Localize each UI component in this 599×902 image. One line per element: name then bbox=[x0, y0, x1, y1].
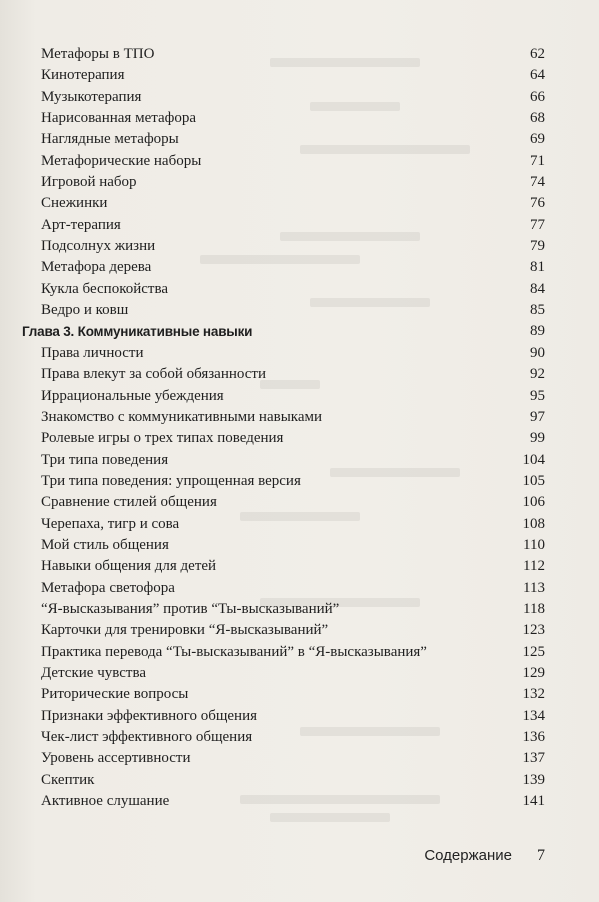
toc-entry[interactable] bbox=[22, 65, 545, 86]
toc-entry-page-number: 108 bbox=[522, 515, 545, 532]
toc-entry-page-number: 125 bbox=[522, 643, 545, 660]
toc-entry[interactable] bbox=[22, 172, 545, 193]
toc-entry-title: Игровой набор bbox=[41, 174, 137, 191]
toc-entry-title: Арт-терапия bbox=[41, 216, 121, 233]
toc-entry-title: Сравнение стилей общения bbox=[41, 494, 217, 511]
toc-entry[interactable] bbox=[22, 129, 545, 150]
toc-entry-title: Три типа поведения: упрощенная версия bbox=[41, 472, 301, 489]
toc-entry[interactable] bbox=[22, 44, 545, 65]
toc-entry-title: Риторические вопросы bbox=[41, 686, 189, 703]
toc-entry[interactable] bbox=[22, 257, 545, 278]
toc-entry-page-number: 123 bbox=[522, 622, 545, 639]
toc-entry-page-number: 104 bbox=[522, 451, 545, 468]
toc-entry-page-number: 85 bbox=[530, 302, 545, 319]
toc-entry[interactable] bbox=[22, 428, 545, 449]
toc-entry-page-number: 106 bbox=[522, 494, 545, 511]
toc-entry[interactable] bbox=[22, 407, 545, 428]
toc-entry-page-number: 105 bbox=[522, 472, 545, 489]
toc-entry-page-number: 76 bbox=[530, 195, 545, 212]
toc-entry[interactable] bbox=[22, 770, 545, 791]
toc-entry[interactable] bbox=[22, 535, 545, 556]
toc-entry-page-number: 79 bbox=[530, 238, 545, 255]
toc-entry-page-number: 136 bbox=[522, 729, 545, 745]
toc-entry[interactable] bbox=[22, 620, 545, 641]
toc-entry-page-number: 99 bbox=[530, 430, 545, 447]
footer-page-number: 7 bbox=[537, 847, 545, 864]
toc-entry-title: Метафора светофора bbox=[41, 579, 175, 596]
toc-entry[interactable] bbox=[22, 727, 545, 748]
toc-entry-title: Нарисованная метафора bbox=[41, 110, 197, 127]
toc-entry-title: Кинотерапия bbox=[41, 67, 125, 84]
toc-entry[interactable] bbox=[22, 386, 545, 407]
toc-entry[interactable] bbox=[22, 578, 545, 599]
toc-entry-title: Практика перевода “Ты-высказываний” в “Я-высказывания” bbox=[41, 643, 427, 660]
toc-entry-page-number: 134 bbox=[522, 707, 545, 724]
toc-entry[interactable] bbox=[22, 748, 545, 769]
toc-entry[interactable] bbox=[22, 364, 545, 385]
toc-entry-page-number: 112 bbox=[523, 558, 545, 575]
toc-entry[interactable] bbox=[22, 108, 545, 129]
toc-entry[interactable] bbox=[22, 684, 545, 705]
toc-entry-page-number: 66 bbox=[530, 88, 545, 105]
toc-entry[interactable] bbox=[22, 343, 545, 364]
toc-entry-page-number: 74 bbox=[530, 174, 545, 191]
toc-entry[interactable] bbox=[22, 300, 545, 321]
toc-entry[interactable] bbox=[22, 215, 545, 236]
toc-entry[interactable] bbox=[22, 663, 545, 684]
toc-entry-page-number: 64 bbox=[530, 67, 545, 84]
toc-entry[interactable] bbox=[22, 279, 545, 300]
toc-entry-title: Права влекут за собой обязанности bbox=[41, 366, 266, 383]
toc-entry-page-number: 62 bbox=[530, 46, 545, 62]
footer-section-label: Содержание bbox=[424, 847, 512, 864]
toc-entry-page-number: 77 bbox=[530, 216, 545, 233]
toc-entry[interactable] bbox=[22, 514, 545, 535]
toc-entry-page-number: 139 bbox=[522, 771, 545, 788]
toc-entry-page-number: 113 bbox=[523, 579, 545, 596]
toc-entry-title: “Я-высказывания” против “Ты-высказываний” bbox=[41, 600, 340, 617]
toc-entry-page-number: 97 bbox=[530, 408, 545, 425]
toc-entry-title: Глава 3. Коммуникативные навыки bbox=[22, 324, 253, 340]
toc-entry[interactable] bbox=[22, 642, 545, 663]
toc-entry-title: Детские чувства bbox=[41, 664, 146, 681]
toc-entry-title: Музыкотерапия bbox=[41, 88, 142, 105]
toc-entry-title: Активное слушание bbox=[41, 793, 170, 810]
page-footer bbox=[0, 845, 545, 867]
toc-entry-page-number: 92 bbox=[530, 366, 545, 383]
toc-entry-page-number: 71 bbox=[530, 152, 545, 169]
toc-entry[interactable] bbox=[22, 471, 545, 492]
toc-entry-title: Признаки эффективного общения bbox=[41, 707, 257, 724]
toc-entry-title: Подсолнух жизни bbox=[41, 238, 156, 255]
toc-entry[interactable] bbox=[22, 492, 545, 513]
toc-entry-page-number: 141 bbox=[522, 793, 545, 810]
toc-entry-page-number: 95 bbox=[530, 387, 545, 404]
toc-entry-title: Наглядные метафоры bbox=[41, 131, 179, 148]
toc-entry-title: Скептик bbox=[41, 771, 95, 788]
toc-entry[interactable] bbox=[22, 193, 545, 214]
toc-entry-title: Черепаха, тигр и сова bbox=[41, 515, 180, 532]
toc-entry[interactable] bbox=[22, 236, 545, 257]
toc-entry-title: Три типа поведения bbox=[41, 451, 169, 468]
toc-entry-title: Снежинки bbox=[41, 195, 108, 212]
toc-entry-title: Иррациональные убеждения bbox=[41, 387, 224, 404]
toc-entry-page-number: 81 bbox=[530, 259, 545, 276]
toc-entry-title: Кукла беспокойства bbox=[41, 280, 169, 297]
toc-entry-title: Метафора дерева bbox=[41, 259, 152, 276]
toc-entry-page-number: 110 bbox=[523, 536, 545, 553]
toc-entry-title: Мой стиль общения bbox=[41, 536, 169, 553]
toc-entry-page-number: 129 bbox=[522, 664, 545, 681]
toc-entry-page-number: 68 bbox=[530, 110, 545, 127]
toc-entry-page-number: 137 bbox=[522, 750, 545, 767]
toc-entry[interactable] bbox=[22, 556, 545, 577]
toc-entry-title: Навыки общения для детей bbox=[41, 558, 217, 575]
toc-entry-title: Ролевые игры о трех типах поведения bbox=[41, 430, 284, 447]
toc-entry-title: Метафорические наборы bbox=[41, 152, 202, 169]
toc-entry-title: Знакомство с коммуникативными навыками bbox=[41, 408, 323, 425]
toc-entry-title: Чек-лист эффективного общения bbox=[41, 729, 253, 745]
toc-entry-page-number: 89 bbox=[530, 323, 545, 340]
toc-entry-page-number: 118 bbox=[523, 600, 545, 617]
toc-entry[interactable] bbox=[22, 599, 545, 620]
toc-entry[interactable] bbox=[22, 450, 545, 471]
toc-entry-title: Метафоры в ТПО bbox=[41, 46, 155, 62]
toc-entry-title: Ведро и ковш bbox=[41, 302, 129, 319]
toc-entry[interactable] bbox=[22, 706, 545, 727]
toc-entry[interactable] bbox=[22, 151, 545, 172]
toc-entry-page-number: 84 bbox=[530, 280, 545, 297]
toc-entry-title: Права личности bbox=[41, 344, 144, 361]
toc-chapter-heading[interactable] bbox=[22, 321, 545, 342]
toc-entry-title: Карточки для тренировки “Я-высказываний” bbox=[41, 622, 329, 639]
toc-entry-page-number: 132 bbox=[522, 686, 545, 703]
toc-entry[interactable] bbox=[22, 87, 545, 108]
toc-entry-page-number: 69 bbox=[530, 131, 545, 148]
toc-entry-title: Уровень ассертивности bbox=[41, 750, 191, 767]
table-of-contents bbox=[22, 44, 545, 812]
toc-entry[interactable] bbox=[22, 791, 545, 812]
toc-entry-page-number: 90 bbox=[530, 344, 545, 361]
